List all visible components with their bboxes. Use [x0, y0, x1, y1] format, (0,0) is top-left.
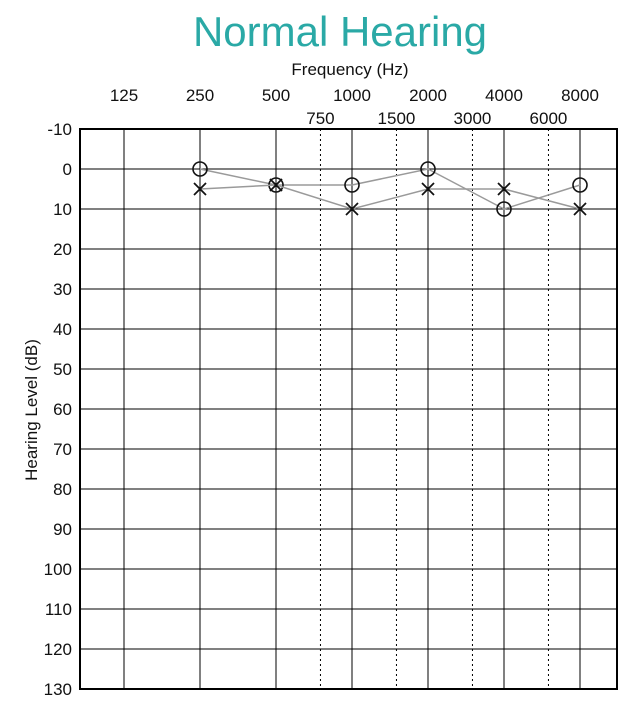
series [193, 162, 587, 216]
x-tick-label-inter: 750 [306, 109, 335, 128]
cross-series-line [200, 185, 580, 209]
y-tick-label: 110 [44, 600, 72, 619]
y-tick-label: 80 [53, 480, 72, 499]
x-tick-label-inter: 1500 [377, 109, 416, 128]
y-tick-label: 130 [43, 680, 72, 699]
chart-title: Normal Hearing [192, 8, 488, 55]
y-tick-label: 10 [53, 200, 72, 219]
y-tick-label: -10 [47, 120, 72, 139]
x-tick-label: 4000 [485, 86, 523, 105]
x-tick-label: 2000 [409, 86, 447, 105]
y-tick-label: 60 [53, 400, 72, 419]
y-tick-label: 90 [53, 520, 72, 539]
y-tick-label: 0 [62, 160, 72, 179]
x-tick-label: 1000 [333, 86, 371, 105]
x-tick-label-inter: 6000 [529, 109, 568, 128]
y-tick-label: 100 [43, 560, 72, 579]
x-tick-label: 8000 [561, 86, 599, 105]
x-axis-label: Frequency (Hz) [291, 60, 409, 79]
y-tick-label: 70 [53, 440, 72, 459]
tick-labels [44, 86, 599, 699]
y-tick-label: 30 [53, 280, 72, 299]
x-tick-label-inter: 3000 [453, 109, 492, 128]
x-tick-label: 500 [261, 86, 291, 105]
x-tick-label: 125 [109, 86, 139, 105]
x-tick-label: 250 [185, 86, 215, 105]
y-tick-label: 50 [53, 360, 72, 379]
y-tick-label: 120 [43, 640, 72, 659]
y-tick-label: 40 [53, 320, 72, 339]
circle-series-line [200, 169, 580, 209]
y-axis-label: Hearing Level (dB) [22, 339, 41, 481]
y-tick-label: 20 [53, 240, 72, 259]
